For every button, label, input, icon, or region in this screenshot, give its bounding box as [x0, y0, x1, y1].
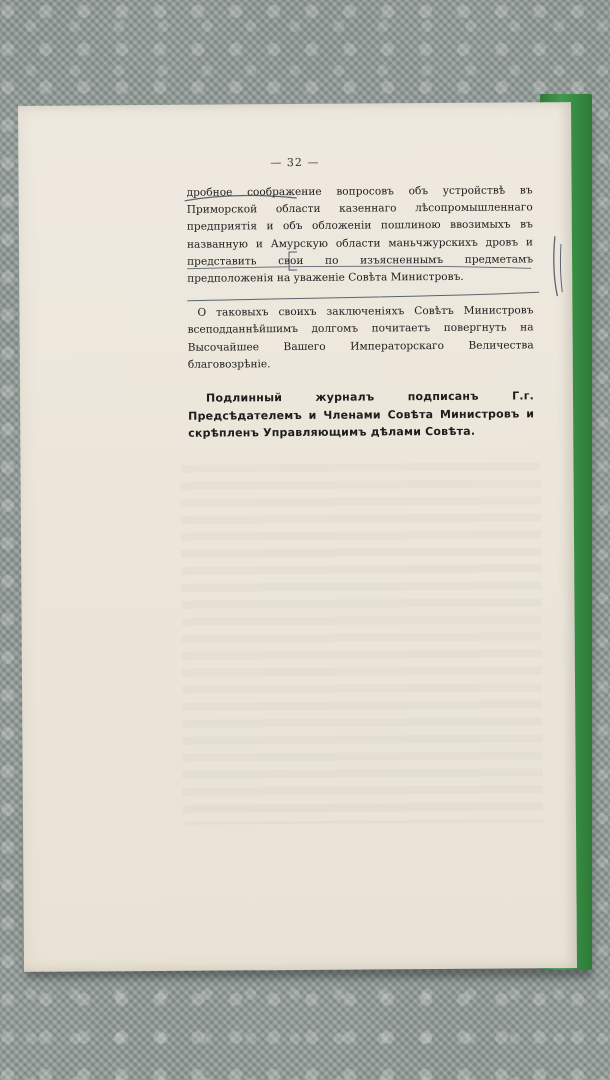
document-page — [18, 102, 577, 972]
pencil-vertical-side-2 — [560, 244, 562, 292]
paragraph-conclusion: О таковыхъ своихъ заключеніяхъ Совѣтъ Министровъ всеподданнѣйшимъ долгомъ почитаетъ повергнуть на Высочайшее Вашего Императорскаго Величества благовозрѣніе. — [187, 304, 534, 371]
paragraph-continuation: дробное соображение вопросовъ объ устройствѣ въ Приморской области казеннаго лѣсопромышленнаго предприятія и объ обложеніи пошлиною ввозимыхъ въ названную и Амурскую области маньчжурскихъ дровъ и представить свои по изъясненнымъ предметамъ предположенія на уваженіе Совѣта Министровъ. — [186, 184, 534, 285]
page-number: — 32 — — [270, 155, 320, 170]
bleed-through-text — [180, 462, 543, 825]
paragraph-signature-note: Подлинный журналъ подписанъ Г.г. Предсѣдателемъ и Членами Совѣта Министровъ и скрѣпленъ Управляющимъ дѣлами Совѣта. — [188, 389, 535, 440]
text-block — [187, 182, 535, 442]
pencil-vertical-side — [554, 236, 558, 296]
